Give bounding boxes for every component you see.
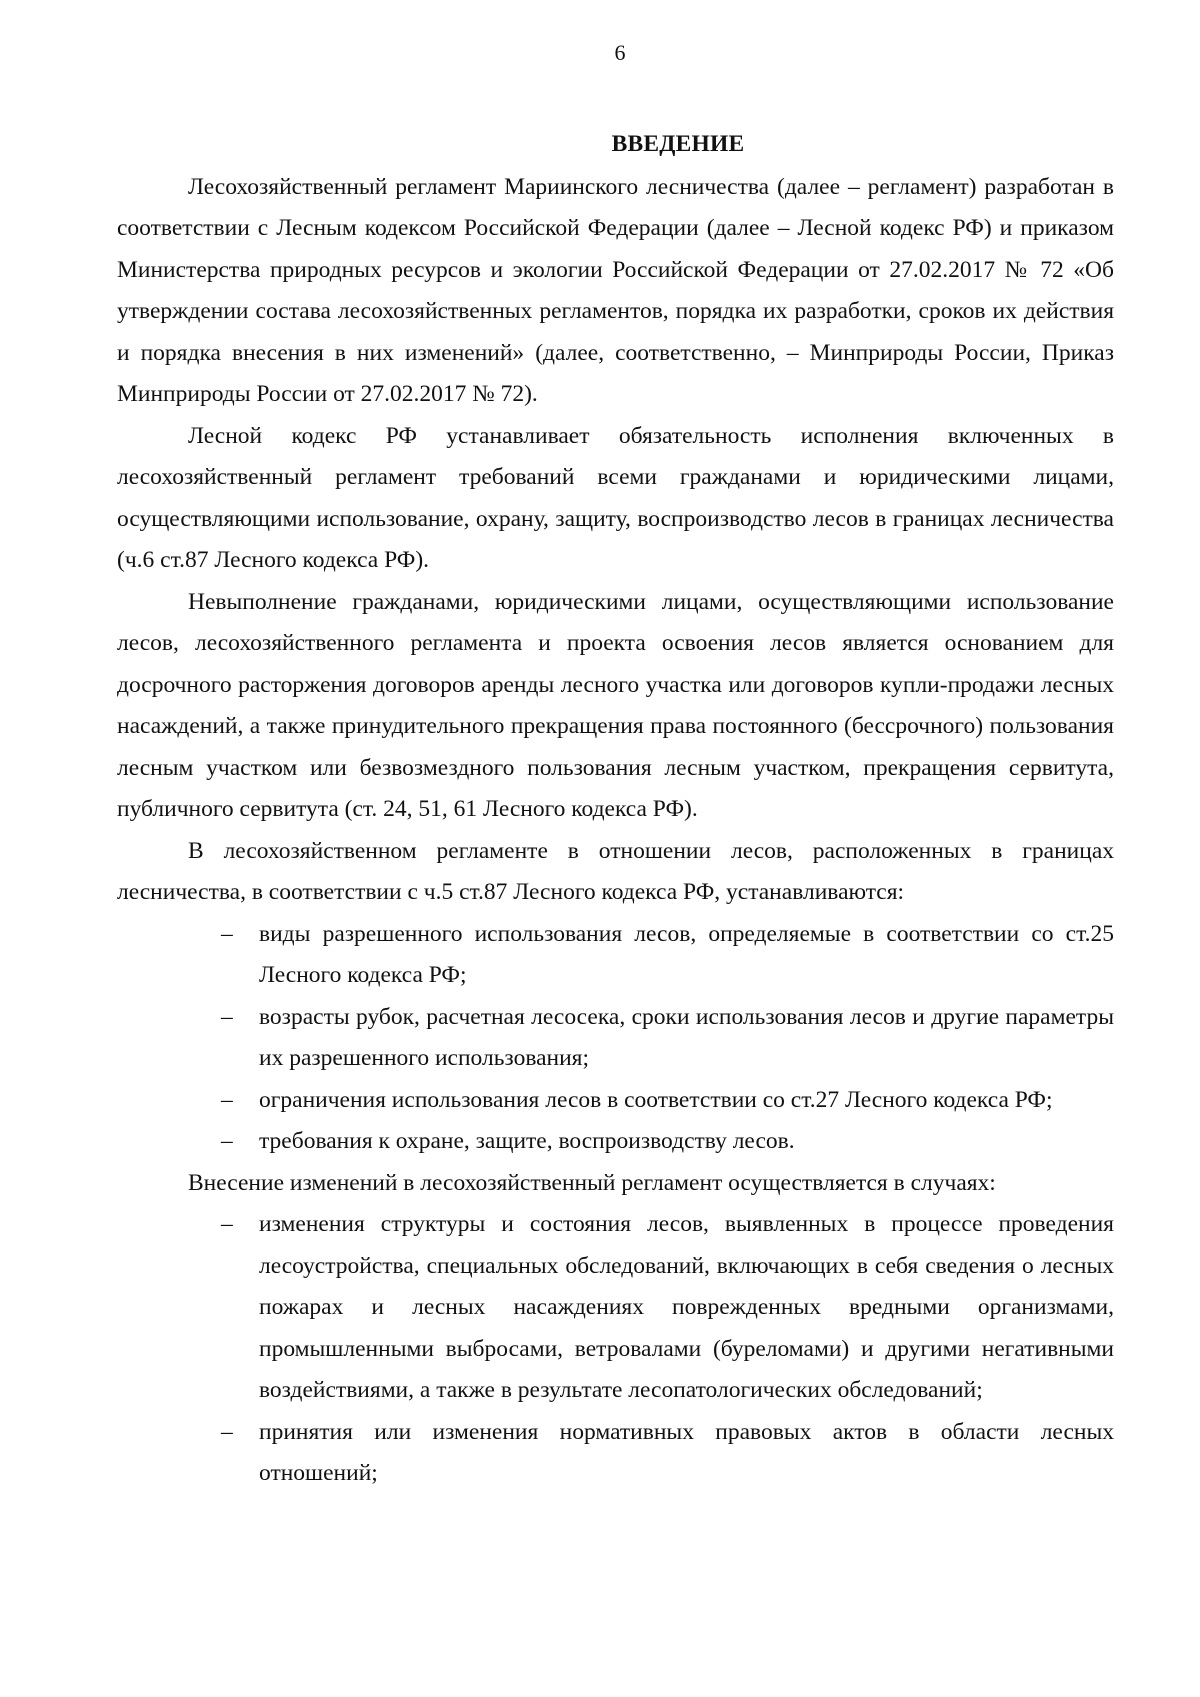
paragraph-changes: Внесение изменений в лесохозяйственный регламент осуществляется в случаях: xyxy=(188,1169,996,1196)
page-number: 6 xyxy=(614,40,626,65)
document-body xyxy=(117,124,1114,1495)
dash-marker: – xyxy=(221,920,233,947)
list-item-text: виды разрешенного использования лесов, определяемые в соответствии со ст.25 Лесного кодекса РФ; xyxy=(259,920,1114,988)
list-established xyxy=(117,914,1114,1163)
dash-marker: – xyxy=(221,1128,233,1154)
paragraph-established: В лесохозяйственном регламенте в отношении лесов, расположенных в границах лесничества, в соответствии с ч.5 ст.87 Лесного кодекса РФ, устанавливаются: xyxy=(117,837,1114,905)
paragraph-non-compliance: Невыполнение гражданами, юридическими лицами, осуществляющими использование лесов, лесохозяйственного регламента и проекта освоения лесов является основанием для досрочного расторжения договоров аренды лесного участка или договоров купли-продажи лесных насаждений, а также принудительного прекращения права постоянного (бессрочного) пользования лесным участком или безвозмездного пользования лесным участком, прекращения сервитута, публичного сервитута (ст. 24, 51, 61 Лесного кодекса РФ). xyxy=(117,588,1114,822)
section-heading: ВВЕДЕНИЕ xyxy=(611,131,745,157)
list-item xyxy=(221,914,1114,997)
paragraph-obligation: Лесной кодекс РФ устанавливает обязательность исполнения включенных в лесохозяйственный регламент требований всеми гражданами и юридическими лицами, осуществляющими использование, охрану, защиту, воспроизводство лесов в границах лесничества (ч.6 ст.87 Лесного кодекса РФ). xyxy=(117,422,1114,573)
list-item-text: требования к охране, защите, воспроизводству лесов. xyxy=(259,1128,795,1154)
list-item xyxy=(221,1080,1114,1122)
list-item xyxy=(221,1412,1114,1495)
list-item-text: возрасты рубок, расчетная лесосека, сроки использования лесов и другие параметры их разрешенного использования; xyxy=(259,1003,1114,1071)
list-item-text: принятия или изменения нормативных правовых актов в области лесных отношений; xyxy=(259,1418,1114,1486)
list-item-text: ограничения использования лесов в соответствии со ст.27 Лесного кодекса РФ; xyxy=(259,1086,1053,1113)
dash-marker: – xyxy=(221,1003,233,1030)
list-item-text: изменения структуры и состояния лесов, выявленных в процессе проведения лесоустройства, специальных обследований, включающих в себя сведения о лесных пожарах и лесных насаждениях поврежденных вредными организмами, промышленными выбросами, ветровалами (буреломами) и другими негативными воздействиями, а также в результате лесопатологических обследований; xyxy=(259,1211,1114,1403)
paragraph-intro: Лесохозяйственный регламент Мариинского лесничества (далее – регламент) разработан в соответствии с Лесным кодексом Российской Федерации (далее – Лесной кодекс РФ) и приказом Министерства природных ресурсов и экологии Российской Федерации от 27.02.2017 № 72 «Об утверждении состава лесохозяйственных регламентов, порядка их разработки, сроков их действия и порядка внесения в них изменений» (далее, соответственно, – Минприроды России, Приказ Минприроды России от 27.02.2017 № 72). xyxy=(117,173,1114,407)
list-changes xyxy=(117,1204,1114,1495)
list-item xyxy=(221,1121,1114,1163)
list-item xyxy=(221,997,1114,1080)
dash-marker: – xyxy=(221,1086,233,1113)
list-item xyxy=(221,1204,1114,1412)
dash-marker: – xyxy=(221,1211,233,1237)
dash-marker: – xyxy=(221,1418,233,1445)
